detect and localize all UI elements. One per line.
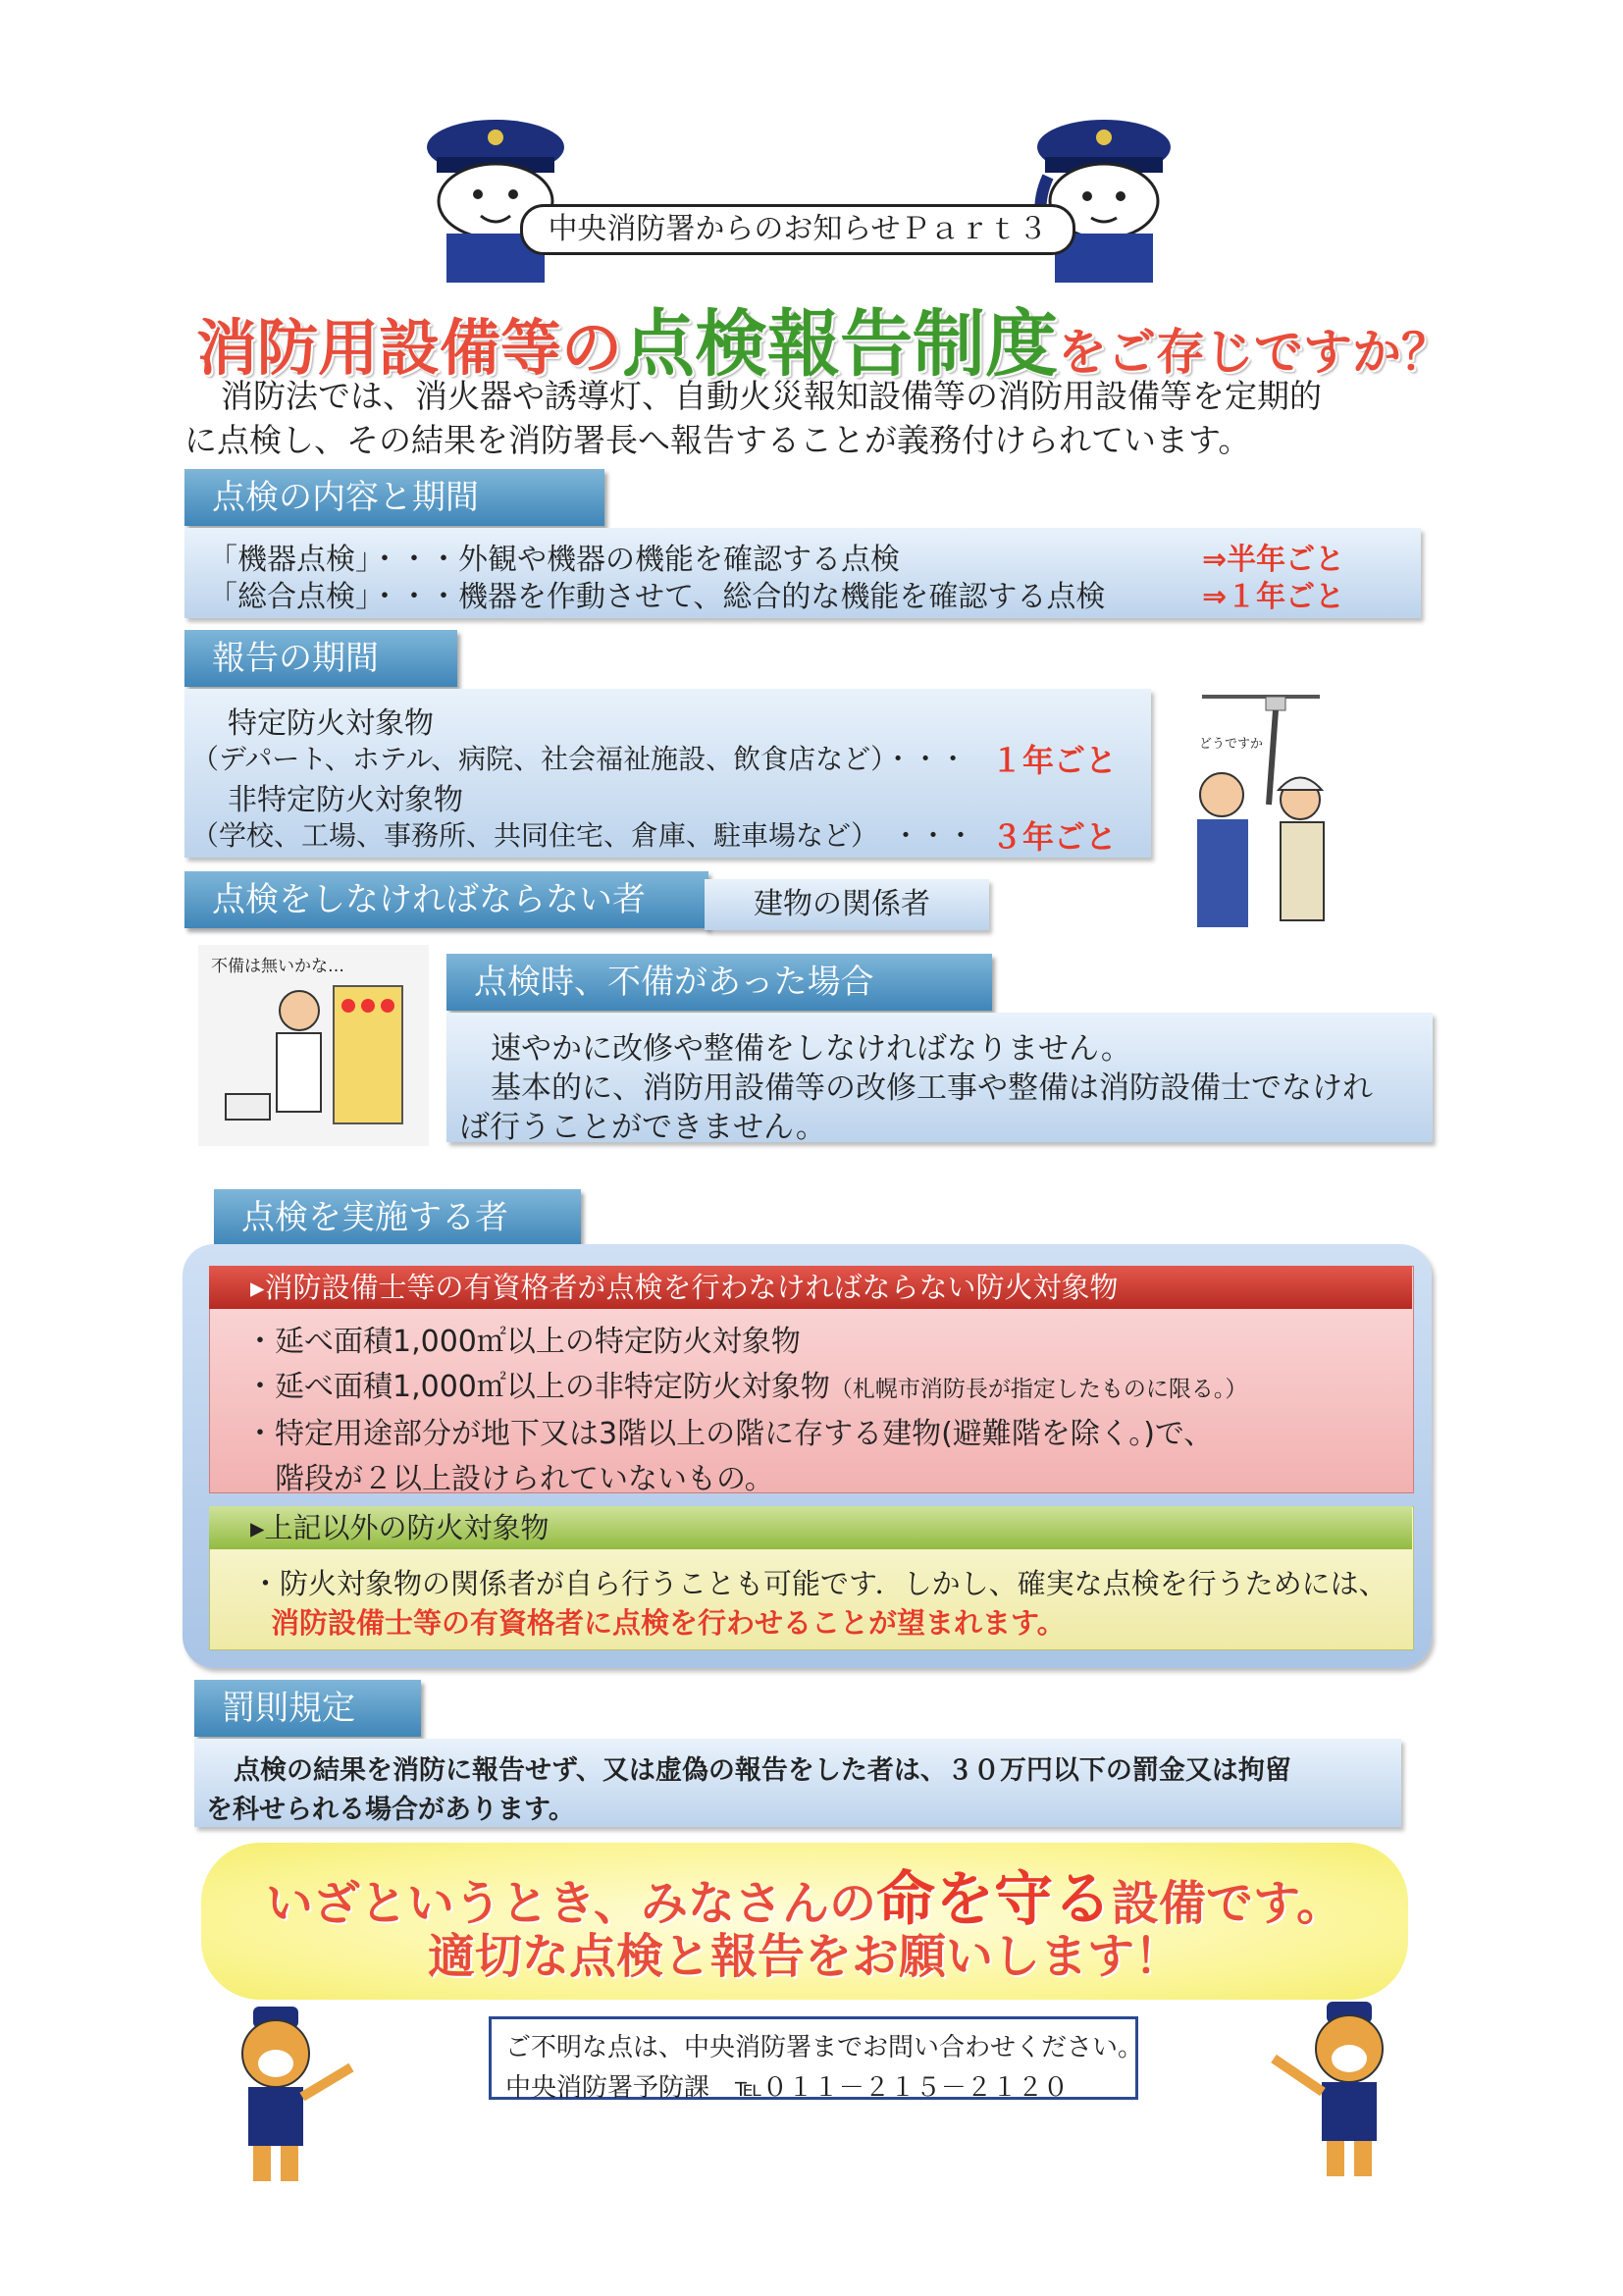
title-part-a: 消防用設備等の [196,312,623,384]
qualified-list [245,1320,1247,1502]
title-part-c: をご存じですか？ [1058,324,1451,381]
contact-line-1: ご不明な点は、中央消防署までお問い合わせください。 [505,2033,1144,2062]
closing-line-1-c: 設備です。 [1111,1876,1344,1931]
qualified-item-2 [245,1365,1247,1412]
inspector-speech-caption: どうですか [1199,737,1264,752]
inspection-row-2-period: ⇒１年ごと [1202,580,1345,614]
other-line-2: 消防設備士等の有資格者に点検を行わせることが望まれます。 [271,1606,1066,1640]
tab-defect: 点検時、不備があった場合 [446,954,992,1011]
contact-box [489,2016,1144,2103]
report-nonspecific-period: ３年ごと [991,818,1118,856]
mascot-right-illustration [1266,2002,1413,2178]
other-line-1: ・防火対象物の関係者が自ら行うことも可能です．しかし、確実な点検を行うためには、 [251,1567,1387,1600]
defect-line-2: 基本的に、消防用設備等の改修工事や整備は消防設備士でなけれ [491,1070,1373,1106]
tab-inspection: 点検の内容と期間 [184,469,604,526]
inspection-row-1-period: ⇒半年ごと [1202,543,1345,577]
title-part-b: 点検報告制度 [622,302,1059,387]
tab-report: 報告の期間 [184,630,457,687]
report-nonspecific-label: 非特定防火対象物 [228,783,463,817]
firefighter-right-illustration [1001,108,1207,285]
panel-check-caption: 不備は無いかな… [211,957,344,976]
closing-line-1-b: 命を守る [875,1865,1112,1934]
contact-line-2: 中央消防署予防課 ℡０１１－２１５－２１２０ [505,2073,1069,2103]
closing-line-1-a: いざというとき、みなさんの [265,1876,876,1931]
defect-line-1: 速やかに改修や整備をしなければなりません。 [491,1031,1131,1067]
qualified-item-2-text: ・延べ面積1,000㎡以上の非特定防火対象物 [245,1370,830,1404]
tab-duty: 点検をしなければならない者 [184,871,708,928]
qualified-item-4: 階段が２以上設けられていないもの。 [245,1462,774,1496]
report-specific-label: 特定防火対象物 [228,706,434,741]
intro-line-1: 消防法では、消火器や誘導灯、自動火災報知設備等の消防用設備等を定期的 [221,377,1322,415]
report-nonspecific-examples: （学校、工場、事務所、共同住宅、倉庫、駐車場など） ・・・ [191,819,975,852]
inspection-row-1-text: 「機器点検」・・・外観や機器の機能を確認する点検 [208,543,900,577]
closing-line-2: 適切な点検と報告をお願いします！ [427,1929,1181,1984]
penalty-line-1: 点検の結果を消防に報告せず、又は虚偽の報告をした者は、３０万円以下の罰金又は拘留 [234,1755,1291,1786]
qualified-header: ▸消防設備士等の有資格者が点検を行わなければならない防火対象物 [209,1266,1412,1309]
intro-line-2: に点検し、その結果を消防署長へ報告することが義務付けられています。 [184,421,1251,459]
other-header: ▸上記以外の防火対象物 [209,1506,1412,1549]
qualified-item-1: ・延べ面積1,000㎡以上の特定防火対象物 [245,1325,801,1359]
qualified-item-2-note: （札幌市消防長が指定したものに限る。） [829,1377,1248,1402]
panel-check-illustration [216,976,412,1133]
report-specific-period: １年ごと [991,742,1118,779]
mascot-left-illustration [214,2007,361,2183]
qualified-item-3: ・特定用途部分が地下又は3階以上の階に存する建物(避難階を除く。)で、 [245,1417,1214,1451]
header-banner: 中央消防署からのお知らせＰａｒｔ３ [520,204,1075,255]
firefighter-left-illustration [388,108,613,285]
duty-value: 建物の関係者 [705,879,989,930]
report-specific-examples: （デパート、ホテル、病院、社会福祉施設、飲食店など）・・・ [191,743,968,775]
inspector-illustration [1182,687,1339,947]
penalty-line-2: を科せられる場合があります。 [206,1795,575,1825]
inspection-row-2-text: 「総合点検」・・・機器を作動させて、総合的な機能を確認する点検 [208,580,1106,614]
defect-line-3: ば行うことができません。 [459,1110,826,1145]
tab-penalty: 罰則規定 [194,1680,421,1737]
tab-performer: 点検を実施する者 [214,1189,581,1246]
